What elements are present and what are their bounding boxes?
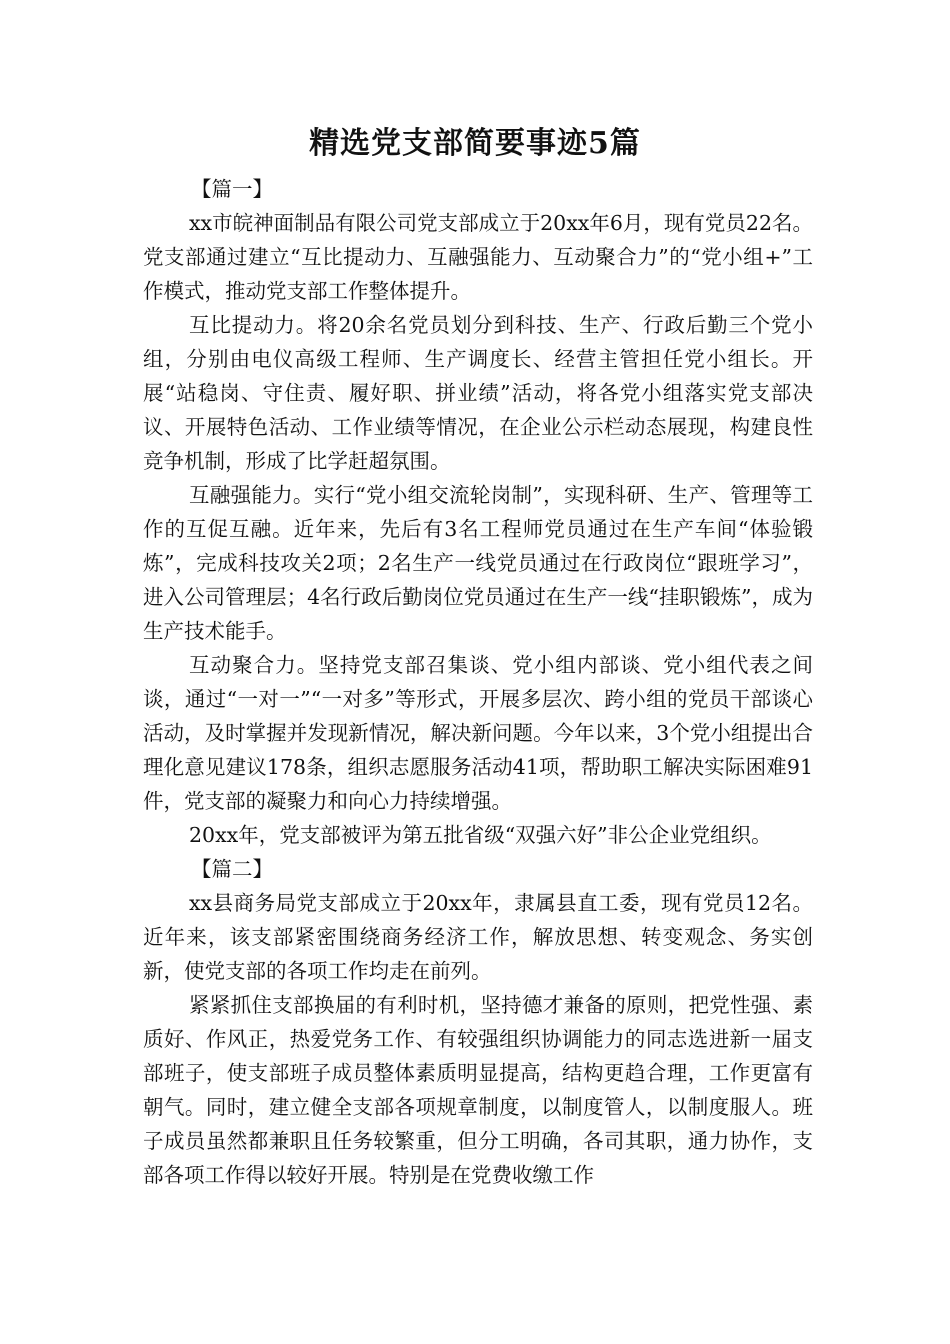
paragraph: 互动聚合力。坚持党支部召集谈、党小组内部谈、党小组代表之间谈，通过“一对一”“一对多”等形式，开展多层次、跨小组的党员干部谈心活动，及时掌握并发现新情况，解决新问题。今年以来，3个党小组提出合理化意见建议178条，组织志愿服务活动41项，帮助职工解决实际困难91件，党支部的凝聚力和向心力持续增强。 bbox=[143, 653, 813, 813]
paragraph: 互比提动力。将20余名党员划分到科技、生产、行政后勤三个党小组，分别由电仪高级工程师、生产调度长、经营主管担任党小组长。开展“站稳岗、守住责、履好职、拼业绩”活动，将各党小组落实党支部决议、开展特色活动、工作业绩等情况，在企业公示栏动态展现，构建良性竞争机制，形成了比学赶超氛围。 bbox=[143, 313, 813, 473]
paragraph: 20xx年，党支部被评为第五批省级“双强六好”非公企业党组织。 bbox=[189, 823, 772, 847]
document-body bbox=[143, 172, 813, 1192]
section-heading: 【篇一】 bbox=[191, 177, 273, 201]
paragraph: xx市皖神面制品有限公司党支部成立于20xx年6月，现有党员22名。党支部通过建立“互比提动力、互融强能力、互动聚合力”的“党小组+”工作模式，推动党支部工作整体提升。 bbox=[143, 211, 813, 303]
paragraph: 互融强能力。实行“党小组交流轮岗制”，实现科研、生产、管理等工作的互促互融。近年来，先后有3名工程师党员通过在生产车间“体验锻炼”，完成科技攻关2项；2名生产一线党员通过在行政岗位“跟班学习”，进入公司管理层；4名行政后勤岗位党员通过在生产一线“挂职锻炼”，成为生产技术能手。 bbox=[143, 483, 813, 643]
section-heading: 【篇二】 bbox=[191, 857, 273, 881]
document-title: 精选党支部简要事迹5篇 bbox=[309, 126, 641, 161]
paragraph: 紧紧抓住支部换届的有利时机，坚持德才兼备的原则，把党性强、素质好、作风正，热爱党务工作、有较强组织协调能力的同志选进新一届支部班子，使支部班子成员整体素质明显提高，结构更趋合理，工作更富有朝气。同时，建立健全支部各项规章制度，以制度管人，以制度服人。班子成员虽然都兼职且任务较繁重，但分工明确，各司其职，通力协作，支部各项工作得以较好开展。特别是在党费收缴工作 bbox=[143, 993, 813, 1187]
paragraph: xx县商务局党支部成立于20xx年，隶属县直工委，现有党员12名。近年来，该支部紧密围绕商务经济工作，解放思想、转变观念、务实创新，使党支部的各项工作均走在前列。 bbox=[143, 891, 813, 983]
